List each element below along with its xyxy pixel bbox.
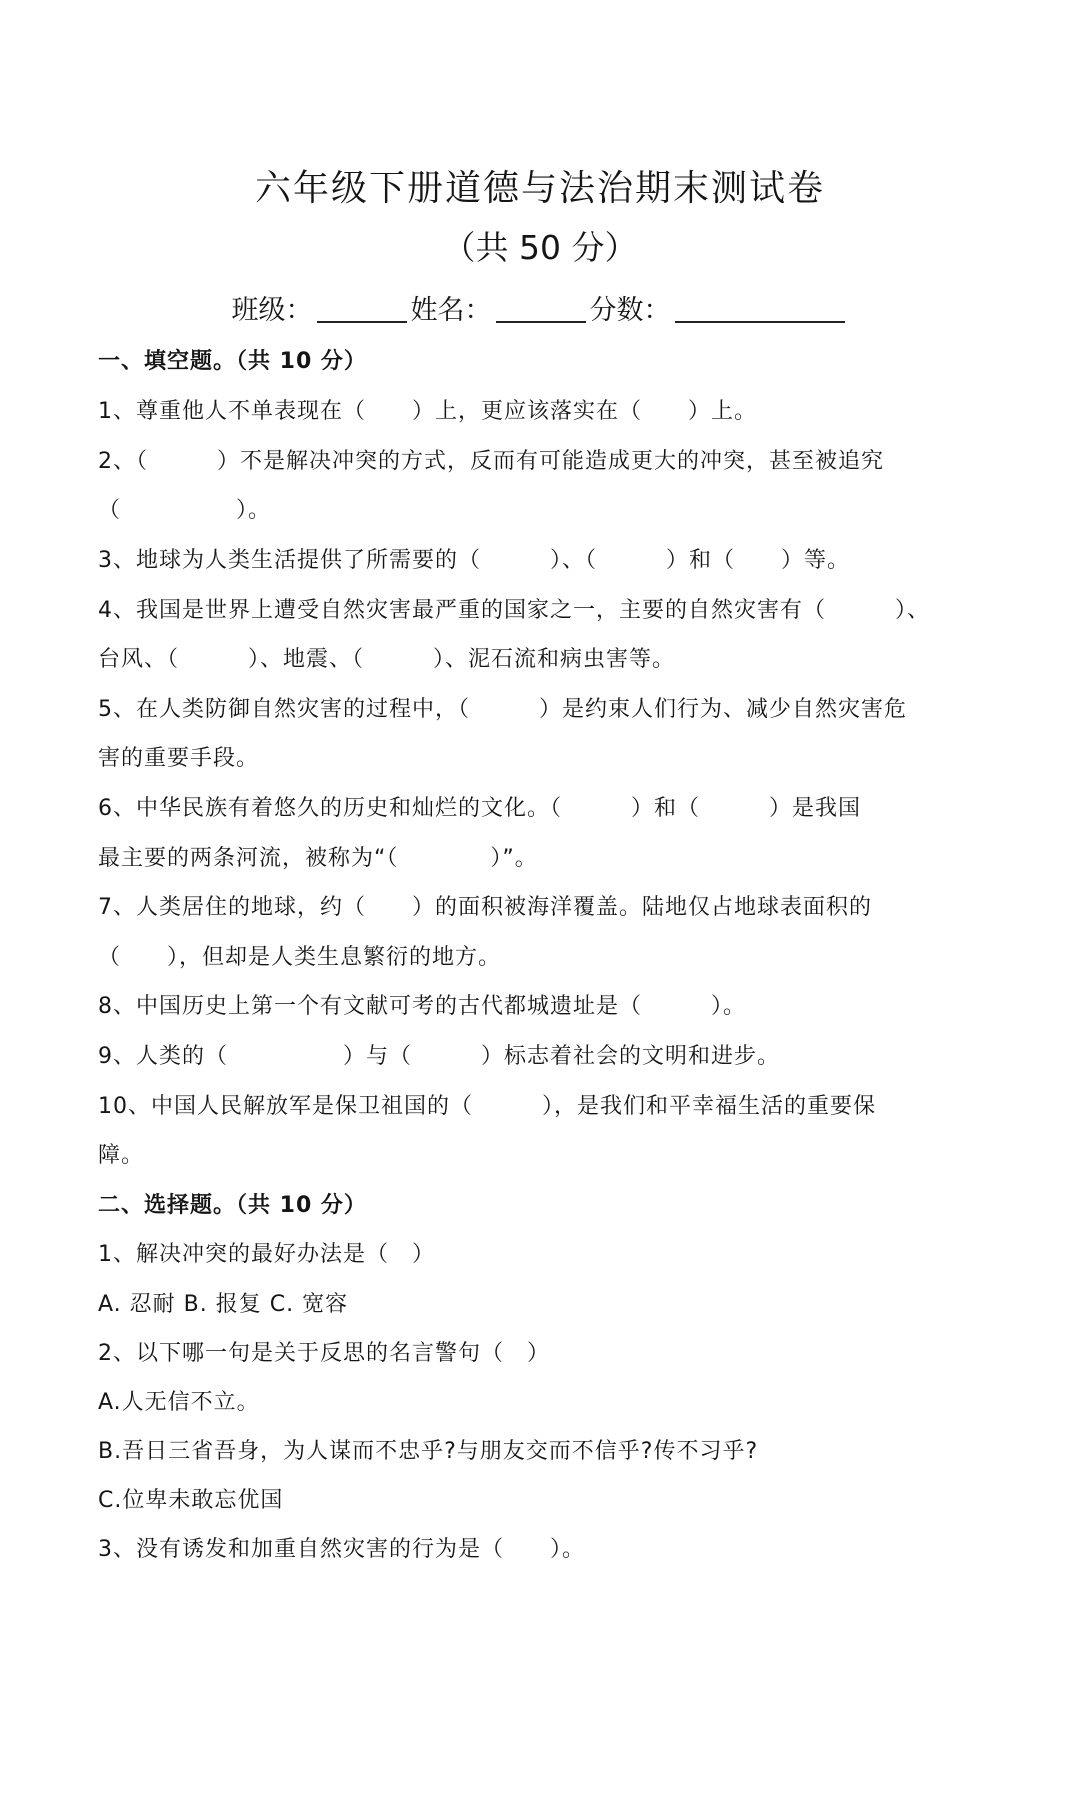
class-blank[interactable]: [317, 291, 407, 323]
s1-line: 4、我国是世界上遭受自然灾害最严重的国家之一，主要的自然灾害有（ ）、: [98, 598, 930, 623]
s2-line: 2、以下哪一句是关于反思的名言警句（ ）: [98, 1341, 550, 1366]
s2-line: C.位卑未敢忘优国: [98, 1488, 284, 1513]
s1-line: 2、（ ）不是解决冲突的方式，反而有可能造成更大的冲突，甚至被追究: [98, 449, 884, 474]
name-label: 姓名：: [410, 295, 492, 326]
s1-line: 害的重要手段。: [98, 746, 260, 771]
s2-line: 1、解决冲突的最好办法是（ ）: [98, 1242, 435, 1267]
s1-line: 3、地球为人类生活提供了所需要的（ ）、（ ）和（ ）等。: [98, 548, 850, 573]
s1-line: 7、人类居住的地球，约（ ）的面积被海洋覆盖。陆地仅占地球表面积的: [98, 895, 872, 920]
s1-line: 障。: [98, 1143, 145, 1168]
s1-line: 6、中华民族有着悠久的历史和灿烂的文化。（ ）和（ ）是我国: [98, 796, 861, 821]
s1-line: 8、中国历史上第一个有文献可考的古代都城遗址是（ ）。: [98, 994, 746, 1019]
class-label: 班级：: [231, 295, 313, 326]
s1-line: 台风、（ ）、地震、（ ）、泥石流和病虫害等。: [98, 647, 676, 672]
score-blank[interactable]: [675, 291, 845, 323]
exam-subtitle: （共 50 分）: [442, 228, 638, 267]
section2-heading: 二、选择题。（共 10 分）: [98, 1193, 367, 1218]
s2-line: 3、没有诱发和加重自然灾害的行为是（ ）。: [98, 1537, 585, 1562]
s1-line: 1、尊重他人不单表现在（ ）上，更应该落实在（ ）上。: [98, 399, 757, 424]
section1-heading: 一、填空题。（共 10 分）: [98, 349, 367, 374]
s2-line: B.吾日三省吾身，为人谋而不忠乎?与朋友交而不信乎?传不习乎?: [98, 1439, 759, 1464]
s1-line: 9、人类的（ ）与（ ）标志着社会的文明和进步。: [98, 1044, 780, 1069]
s1-line: （ ）。: [98, 498, 272, 523]
score-label: 分数：: [589, 295, 671, 326]
student-info-row: [0, 288, 1080, 327]
s2-line: A.人无信不立。: [98, 1390, 260, 1415]
s1-line: 10、中国人民解放军是保卫祖国的（ ），是我们和平幸福生活的重要保: [98, 1094, 876, 1119]
s2-line: A. 忍耐 B. 报复 C. 宽容: [98, 1292, 349, 1317]
s1-line: （ ），但却是人类生息繁衍的地方。: [98, 945, 502, 970]
s1-line: 最主要的两条河流，被称为“（ ）”。: [98, 846, 538, 871]
name-blank[interactable]: [496, 291, 586, 323]
s1-line: 5、在人类防御自然灾害的过程中，（ ）是约束人们行为、减少自然灾害危: [98, 697, 907, 722]
exam-title: 六年级下册道德与法治期末测试卷: [254, 168, 825, 209]
